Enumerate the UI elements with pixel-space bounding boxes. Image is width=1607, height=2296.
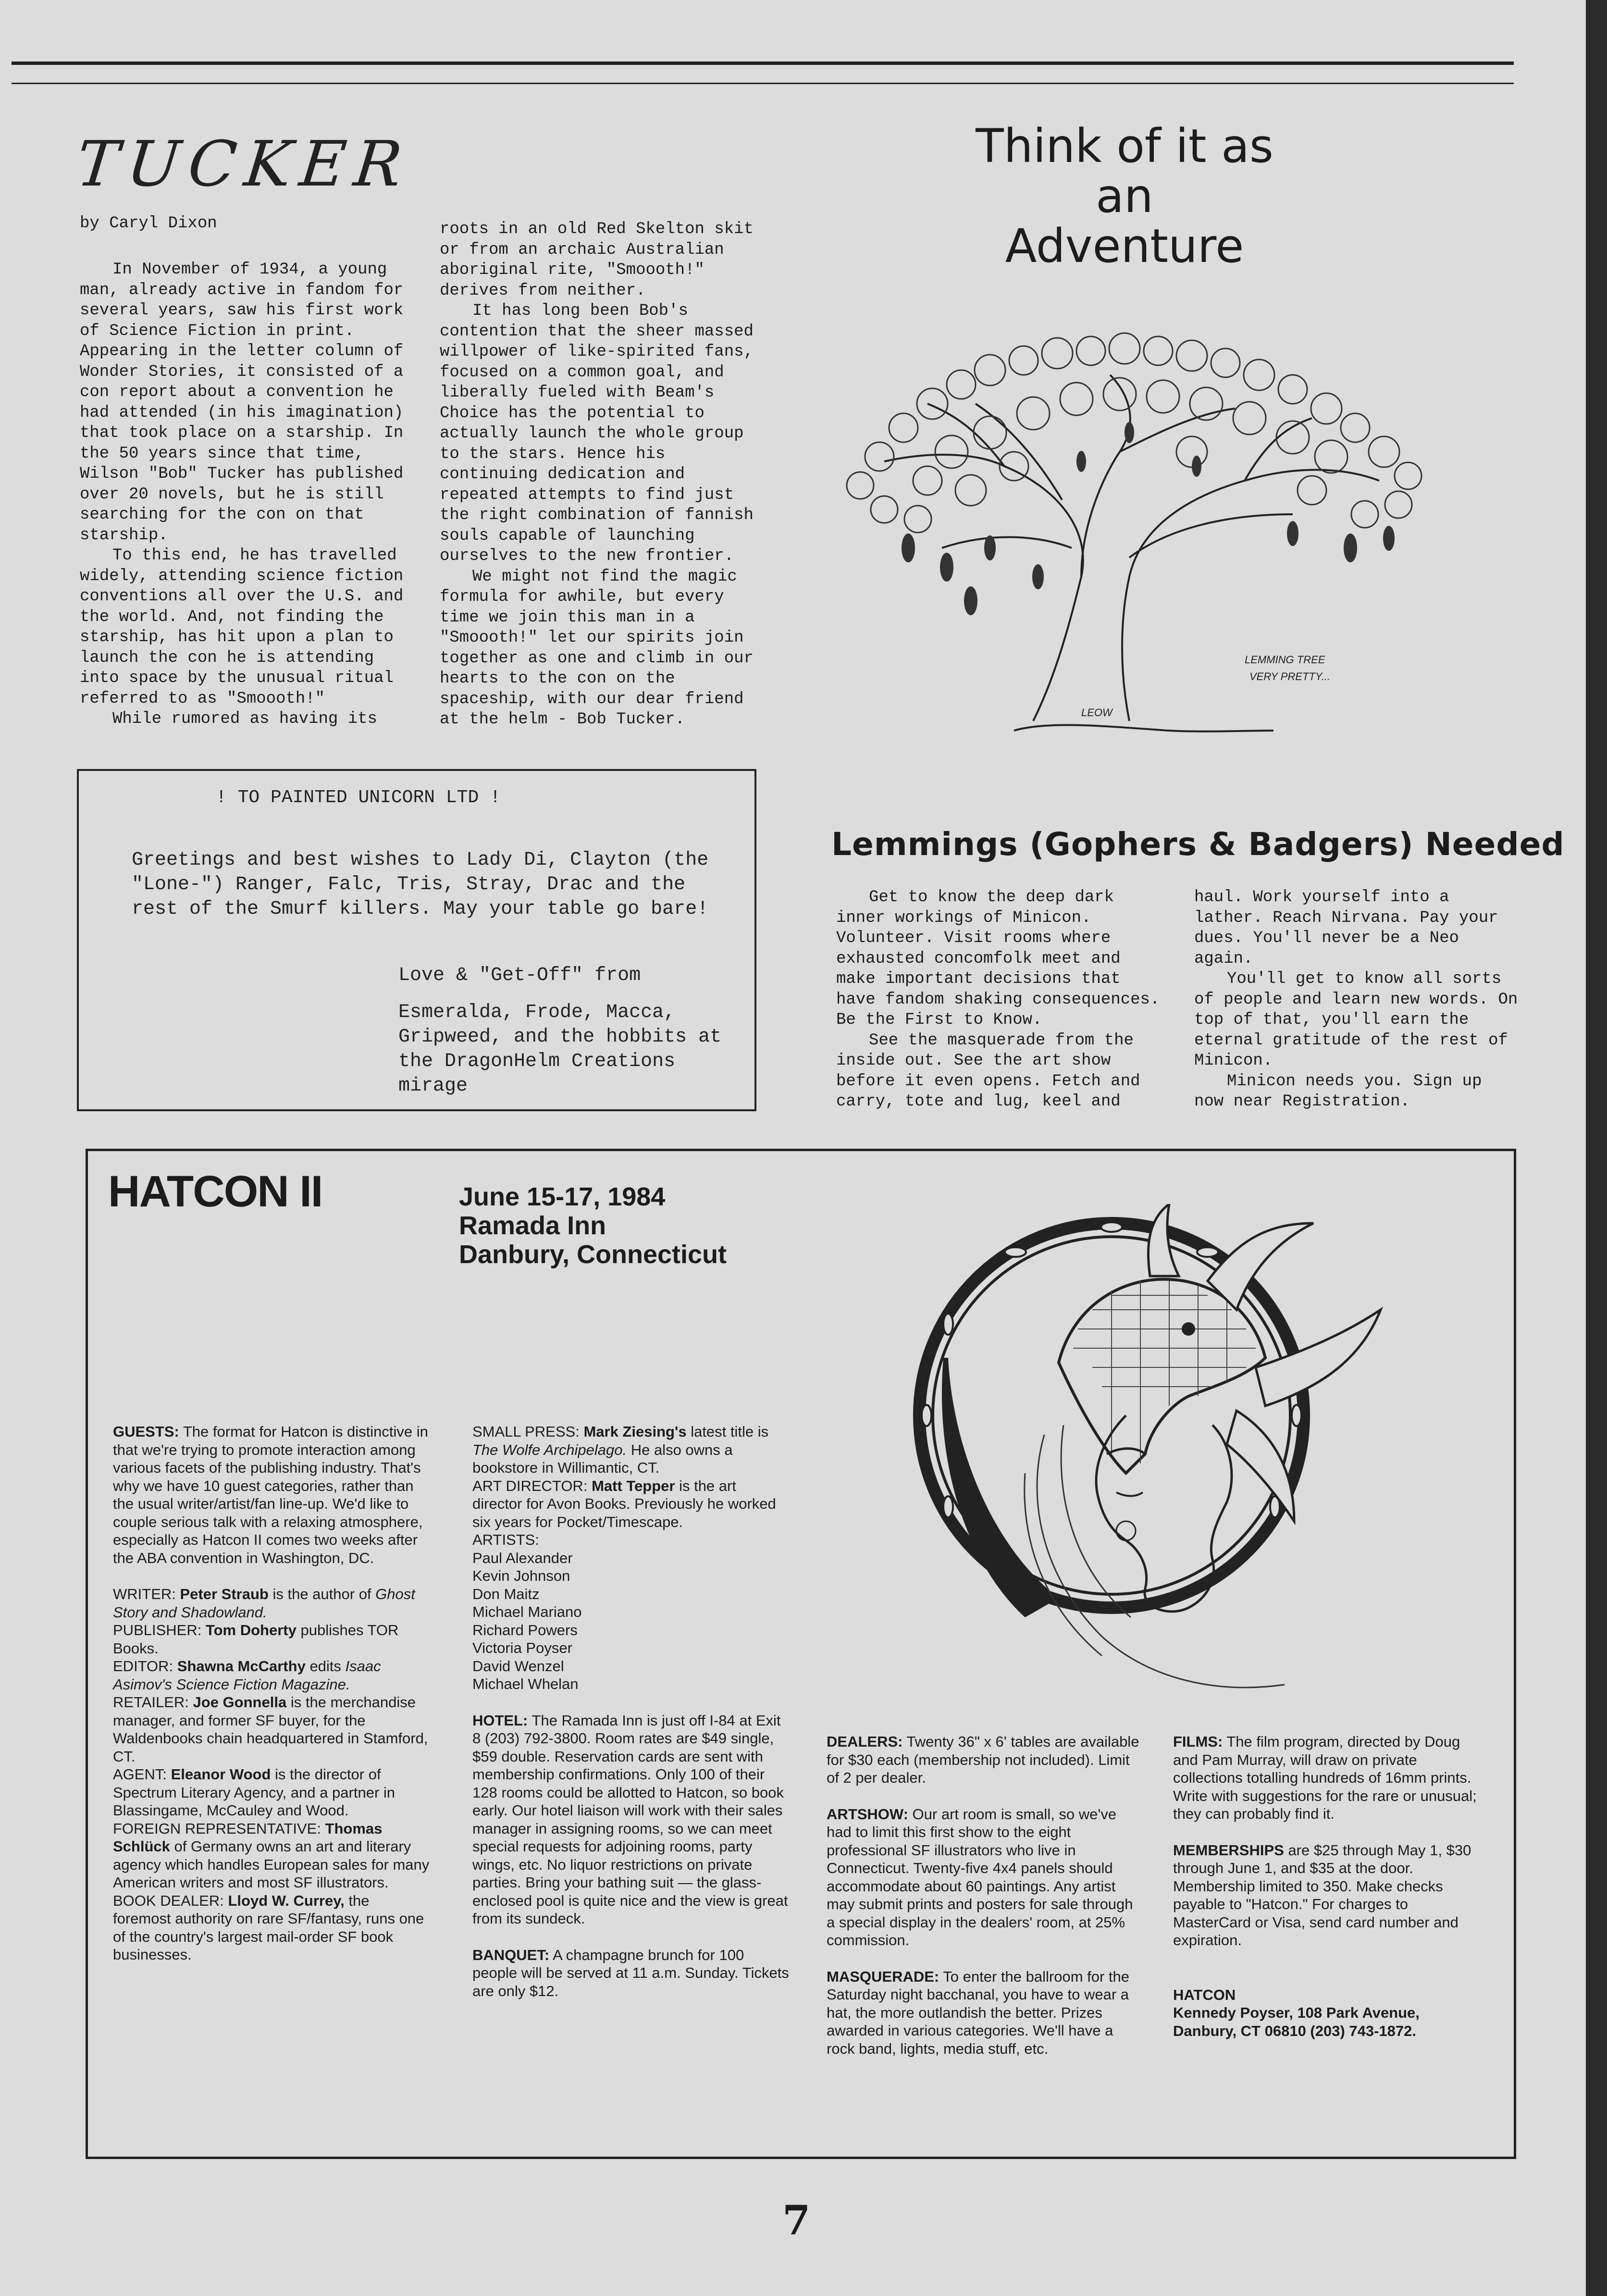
guests-paragraph: [113, 1423, 430, 1567]
unicorn-signature: [398, 963, 744, 1111]
desc: is the author of: [272, 1586, 371, 1602]
editor-entry: [113, 1657, 430, 1693]
desc: latest title is: [691, 1423, 769, 1440]
foreign-rep-entry: [113, 1820, 430, 1892]
adventure-title-line-2: an Adventure: [1005, 169, 1244, 273]
memberships-paragraph: [1173, 1841, 1485, 1949]
tucker-column-2: [440, 219, 766, 730]
guest-name: Peter Straub: [180, 1586, 269, 1602]
lemmings-title: Lemmings (Gophers & Badgers) Needed: [831, 826, 1565, 863]
art-director-entry: [472, 1477, 790, 1531]
banquet-paragraph: [472, 1946, 790, 2000]
hatcon-ad-box: [86, 1149, 1516, 2159]
artist-name: Paul Alexander: [472, 1549, 573, 1566]
role: WRITER:: [113, 1586, 176, 1602]
role: FOREIGN REPRESENTATIVE:: [113, 1820, 321, 1837]
hatcon-venue: Ramada Inn: [459, 1211, 606, 1240]
artist-name: David Wenzel: [472, 1657, 564, 1675]
agent-entry: [113, 1765, 430, 1820]
paragraph: Get to know the deep dark inner workings of Minicon. Volunteer. Visit rooms where exhausted concomfolk meet and make important decisions that have fandom shaking consequences. Be the First to Know.: [836, 888, 1160, 1029]
hotel-paragraph: [472, 1712, 790, 1928]
guest-name: Mark Ziesing's: [583, 1423, 687, 1440]
role: SMALL PRESS:: [472, 1423, 580, 1440]
masquerade-paragraph: [827, 1968, 1144, 2058]
artist-name: Kevin Johnson: [472, 1567, 570, 1584]
hatcon-title: HATCON II: [108, 1167, 322, 1216]
section-head: ARTSHOW:: [827, 1805, 908, 1823]
hatcon-dates-venue: [459, 1182, 727, 1269]
tree-caption-2: VERY PRETTY...: [1249, 670, 1330, 683]
book-title: The Wolfe Archipelago.: [472, 1441, 627, 1458]
guest-name: Joe Gonnella: [193, 1694, 287, 1711]
role: EDITOR:: [113, 1658, 173, 1675]
artists-head: ARTISTS:: [472, 1531, 539, 1548]
films-paragraph: [1173, 1733, 1485, 1823]
section-text: A champagne brunch for 100 people will be served at 11 a.m. Sunday. Tickets are only $12.: [472, 1946, 789, 1999]
section-text: are $25 through May 1, $30 through June 1, and $35 at the door. Membership limited to 350. Make checks payable to "Hatcon." For charges to MasterCard or Visa, send card number and expiration.: [1173, 1841, 1471, 1948]
guests-head: GUESTS:: [113, 1423, 179, 1440]
hatcon-city: Danbury, Connecticut: [459, 1240, 727, 1269]
desc: is the art director for Avon Books. Previously he worked six years for Pocket/Timescape.: [472, 1477, 776, 1530]
role: RETAILER:: [113, 1694, 189, 1711]
guest-name: Matt Tepper: [592, 1477, 675, 1494]
retailer-entry: [113, 1693, 430, 1765]
section-head: BANQUET:: [472, 1946, 550, 1963]
desc: edits: [309, 1658, 341, 1675]
section-text: To enter the ballroom for the Saturday night bacchanal, you have to wear a hat, the more outlandish the better. Prizes awarded in various categories. We'll have a rock band, lights, media stuff, etc.: [827, 1968, 1130, 2057]
top-rule: [12, 62, 1514, 65]
lemmings-column-1: [836, 887, 1168, 1112]
section-text: Twenty 36" x 6' tables are available for $30 each (membership not included). Limit of 2 per dealer.: [827, 1733, 1139, 1786]
paragraph: In November of 1934, a young man, already active in fandom for several years, saw his first work of Science Fiction in print. Appearing in the letter column of Wonder Stories, it consisted of a con report about a convention he had attended (in his imagination) that took place on a starship. In the 50 years since that time, Wilson "Bob" Tucker has published over 20 novels, but he is still searching for the con on that starship.: [80, 261, 404, 545]
top-rule-thin: [12, 83, 1514, 84]
paragraph: See the masquerade from the inside out. See the art show before it even opens. Fetch and carry, tote and lug, keel and: [836, 1031, 1140, 1111]
hatcon-column-3: [827, 1733, 1144, 2058]
contact-city-phone: Danbury, CT 06810 (203) 743-1872.: [1173, 2022, 1417, 2039]
role: PUBLISHER:: [113, 1622, 202, 1638]
desc: the foremost authority on rare SF/fantasy, runs one of the country's largest mail-order SF book businesses.: [113, 1892, 424, 1963]
paragraph: We might not find the magic formula for awhile, but every time we join this man in a "Smoooth!" let our spirits join together as one and climb in our hearts to the con on the spaceship, with our dear friend at the helm - Bob Tucker.: [440, 567, 754, 729]
role: AGENT:: [113, 1766, 167, 1783]
adventure-title-line-1: Think of it as: [976, 119, 1273, 173]
publisher-entry: [113, 1621, 430, 1657]
adventure-title: [971, 121, 1278, 271]
section-head: MASQUERADE:: [827, 1968, 939, 1985]
tucker-title: TUCKER: [73, 127, 414, 200]
hatcon-column-4: [1173, 1733, 1485, 2040]
dealers-paragraph: [827, 1733, 1144, 1787]
dragon-helm-woman-illustration: [900, 1204, 1385, 1704]
lemmings-column-2: [1194, 887, 1521, 1112]
tree-caption-1: LEMMING TREE: [1245, 654, 1325, 666]
hatcon-column-2: [472, 1423, 790, 2000]
guest-name: Shawna McCarthy: [177, 1658, 306, 1675]
unicorn-body: Greetings and best wishes to Lady Di, Clayton (the "Lone-") Ranger, Falc, Tris, Stray, Drac and the rest of the Smurf killers. May your table go bare!: [132, 849, 709, 920]
contact-address: Kennedy Poyser, 108 Park Avenue,: [1173, 2004, 1420, 2021]
section-head: MEMBERSHIPS: [1173, 1841, 1284, 1859]
desc: is the director of Spectrum Literary Agency, and a partner in Blassingame, McCauley and Wood.: [113, 1766, 396, 1819]
guests-text: The format for Hatcon is distinctive in that we're trying to promote interaction among various facets of the publishing industry. That's why we have 10 guest categories, rather than the usual writer/artist/fan line-up. We'd like to couple serious talk with a relaxing atmosphere, especially as Hatcon II comes two weeks after the ABA convention in Washington, DC.: [113, 1423, 428, 1566]
desc: of Germany owns an art and literary agency which handles European sales for many American writers and most SF illustrators.: [113, 1838, 430, 1891]
guest-name: Eleanor Wood: [171, 1766, 271, 1783]
desc: He also owns a bookstore in Willimantic, CT.: [472, 1441, 733, 1476]
page-number: 7: [782, 2197, 811, 2244]
artist-name: Don Maitz: [472, 1585, 540, 1602]
role: BOOK DEALER:: [113, 1892, 224, 1909]
book-titles: Ghost Story and Shadowland.: [113, 1586, 415, 1621]
paragraph: haul. Work yourself into a lather. Reach Nirvana. Pay your dues. You'll never be a Neo again.: [1194, 888, 1498, 968]
artist-name: Michael Mariano: [472, 1603, 582, 1620]
paragraph: While rumored as having its: [112, 710, 377, 728]
section-head: HOTEL:: [472, 1712, 528, 1729]
section-head: DEALERS:: [827, 1733, 903, 1750]
paragraph: To this end, he has travelled widely, attending science fiction conventions all over the U.S. and the world. And, not finding the starship, has hit upon a plan to launch the con he is attending into space by the unusual ritual referred to as "Smoooth!": [80, 546, 404, 708]
section-text: The film program, directed by Doug and Pam Murray, will draw on private collections totalling hundreds of 16mm prints. Write with suggestions for the rare or unusual; they can probably find it.: [1173, 1733, 1477, 1822]
lemming-tree-illustration: [831, 308, 1446, 740]
guest-name: Thomas Schlück: [113, 1820, 383, 1855]
role: ART DIRECTOR:: [472, 1477, 588, 1494]
page-edge: [1586, 0, 1607, 2296]
unicorn-ad-box: [77, 769, 756, 1111]
desc: is the merchandise manager, and former SF buyer, for the Waldenbooks chain headquartered in Stamford, CT.: [113, 1694, 428, 1765]
magazine-title: Isaac Asimov's Science Fiction Magazine.: [113, 1658, 381, 1693]
paragraph: Minicon needs you. Sign up now near Registration.: [1194, 1072, 1482, 1111]
section-head: FILMS:: [1173, 1733, 1223, 1750]
hatcon-date: June 15-17, 1984: [459, 1182, 666, 1211]
artshow-paragraph: [827, 1805, 1144, 1949]
tucker-byline: by Caryl Dixon: [80, 214, 217, 233]
paragraph: You'll get to know all sorts of people and learn new words. On top of that, you'll earn the eternal gratitude of the rest of Minicon.: [1194, 970, 1518, 1070]
artist-name: Michael Whelan: [472, 1675, 579, 1692]
paragraph: roots in an old Red Skelton skit or from an archaic Australian aboriginal rite, "Smoooth!" derives from neither.: [440, 220, 754, 300]
writer-entry: [113, 1585, 430, 1621]
artist-signature: LEOW: [1081, 707, 1113, 719]
section-text: Our art room is small, so we've had to limit this first show to the eight professional SF illustrators who live in Connecticut. Twenty-five 4x4 panels should accommodate about 60 paintings. Any artist may submit prints and posters for sale through a special display in the dealers' room, at 25% commission.: [827, 1805, 1133, 1948]
paragraph: It has long been Bob's contention that the sheer massed willpower of like-spirited fans, focused on a common goal, and liberally fueled with Beam's Choice has the potential to actually launch the whole group to the stars. Hence his continuing dedication and repeated attempts to find just the right combination of fannish souls capable of launching ourselves to the new frontier.: [440, 302, 754, 565]
sig-names: Esmeralda, Frode, Macca, Gripweed, and the hobbits at the DragonHelm Creations mirage: [398, 1002, 722, 1097]
contact-org: HATCON: [1173, 1986, 1236, 2003]
book-dealer-entry: [113, 1892, 430, 1964]
section-text: The Ramada Inn is just off I-84 at Exit 8 (203) 792-3800. Room rates are $49 single, $59 double. Reservation cards are sent with membership confirmations. Only 100 of their 128 rooms could be allotted to Hatcon, so book early. Our hotel liaison will work with their sales manager in assigning rooms, so we can meet special requests for adjoining rooms, party wings, etc. No liquor restrictions on private parties. Bring your bathing suit — the glass-enclosed pool is quite nice and the view is great from its sundeck.: [472, 1712, 788, 1927]
contact-block: [1173, 1986, 1485, 2040]
sig-line: Love & "Get-Off" from: [398, 965, 641, 986]
small-press-entry: [472, 1423, 790, 1477]
hatcon-column-1: [113, 1423, 430, 1964]
tucker-column-1: [80, 260, 407, 730]
guest-name: Tom Doherty: [205, 1622, 297, 1638]
artist-name: Richard Powers: [472, 1621, 578, 1638]
guest-name: Lloyd W. Currey,: [228, 1892, 345, 1909]
artist-name: Victoria Poyser: [472, 1639, 572, 1656]
desc: publishes TOR Books.: [113, 1622, 399, 1657]
unicorn-title: ! TO PAINTED UNICORN LTD !: [216, 787, 501, 808]
